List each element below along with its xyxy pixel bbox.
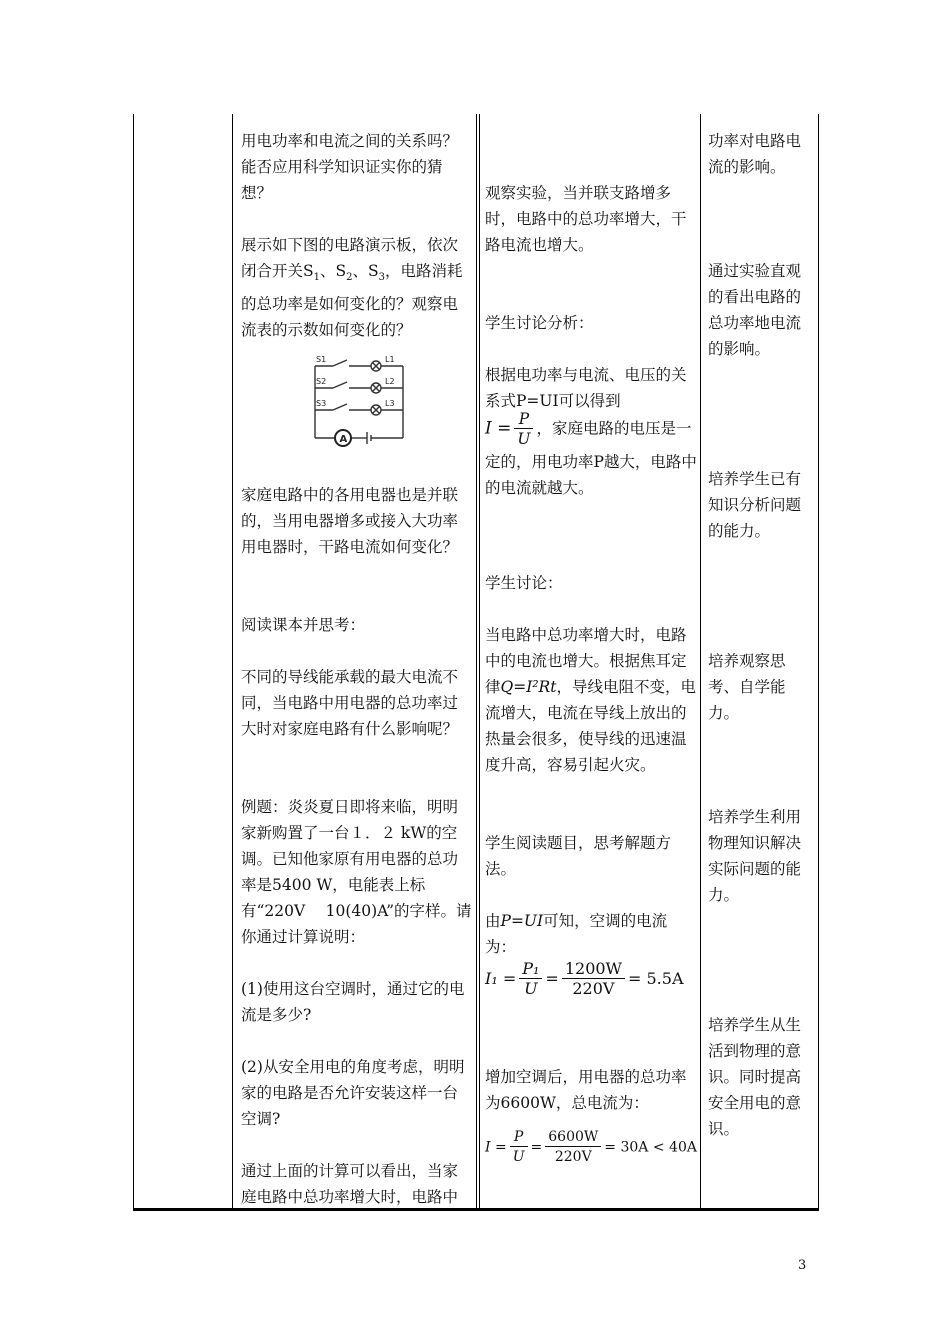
formula-i-p-u: I = $\frac{P}{U}$ ，家庭电路的电压是一定的，用电功率P越大，电路中的电流就越大。 [485, 410, 697, 497]
intent-5: 培养学生利用物理知识解决实际问题的能力。 [708, 808, 802, 904]
label-s1: S1 [316, 355, 327, 364]
student-discussion-label: 学生讨论： [485, 574, 563, 592]
table-divider-3 [700, 114, 701, 1210]
intent-6: 培养学生从生活到物理的意识。同时提高安全用电的意识。 [708, 1016, 802, 1138]
page-number: 3 [798, 1258, 807, 1273]
label-s2: S2 [316, 377, 327, 386]
label-l2: L2 [385, 377, 395, 386]
table-bottom-border [133, 1208, 819, 1211]
reading-task-text: 学生阅读题目，思考解题方法。 [485, 834, 672, 878]
joule-law-text: 当电路中总功率增大时，电路中的电流也增大。根据焦耳定律Q=I²Rt，导线电阻不变，电流增大，电流在导线上放出的热量会很多，使导线的迅速温度升高，容易引起火灾。 [485, 626, 696, 774]
total-power-text: 增加空调后，用电器的总功率为6600W，总电流为： [485, 1068, 687, 1112]
wire-question: 不同的导线能承载的最大电流不同，当电路中用电器的总功率过大时对家庭电路有什么影响呢？ [241, 668, 459, 738]
observation-text: 观察实验，当并联支路增多时，电路中的总功率增大，干路电流也增大。 [485, 184, 687, 254]
label-ammeter: A [339, 434, 348, 445]
formula-total-current: I = $\frac{P}{U}$ = $\frac{6600W}{220V}$ = 30A < 40A [485, 1129, 697, 1165]
label-l3: L3 [385, 399, 395, 408]
demo-board-text: 展示如下图的电路演示板，依次闭合开关$S_1$、$S_2$、$S_3$，电路消耗的总功率是如何变化的？观察电流表的示数如何变化的？ [241, 236, 463, 340]
table-border-left [133, 114, 134, 1210]
intent-1: 功率对电路电流的影响。 [708, 132, 802, 176]
intent-3: 培养学生已有知识分析问题的能力。 [708, 470, 802, 540]
table-border-right [818, 114, 819, 1210]
current-derivation-text: 由P=UI可知，空调的电流为： [485, 912, 668, 956]
table-divider-2b [479, 114, 480, 1210]
question-text: 用电功率和电流之间的关系吗？能否应用科学知识证实你的猜想？ [241, 132, 459, 202]
sub-question-1: (1)使用这台空调时，通过它的电流是多少? [241, 980, 465, 1024]
reading-prompt: 阅读课本并思考： [241, 616, 366, 634]
formula-ac-current: I₁ = $\frac{\text{P₁}}{U}$ = $\frac{1200W}{220V}$ = 5.5A [485, 959, 684, 998]
relation-text: 根据电功率与电流、电压的关系式P=UI可以得到 [485, 366, 687, 410]
table-divider-1 [232, 114, 233, 1210]
intent-4: 培养观察思考、自学能力。 [708, 652, 786, 722]
parallel-circuit-diagram [309, 354, 409, 450]
lamp-icons [371, 361, 381, 415]
conclusion-text: 通过上面的计算可以看出，当家庭电路中总功率增大时，电路中 [241, 1162, 459, 1206]
discussion-label: 学生讨论分析： [485, 314, 594, 332]
example-problem: 例题：炎炎夏日即将来临，明明家新购置了一台１．２ kW的空调。已知他家原有用电器的总功率是5400 W，电能表上标有“220V 10(40)A”的字样。请你通过计算说明： [241, 798, 472, 946]
label-s3: S3 [316, 399, 327, 408]
household-question: 家庭电路中的各用电器也是并联的，当用电器增多或接入大功率用电器时，干路电流如何变化？ [241, 486, 459, 556]
relation-conclusion: ，家庭电路的电压是一定的，用电功率P越大，电路中的电流就越大。 [485, 419, 697, 497]
sub-question-2: (2)从安全用电的角度考虑，明明家的电路是否允许安装这样一台空调? [241, 1058, 465, 1128]
label-l1: L1 [385, 355, 395, 364]
intent-2: 通过实验直观的看出电路的总功率地电流的影响。 [708, 262, 802, 358]
table-divider-2 [476, 114, 477, 1210]
